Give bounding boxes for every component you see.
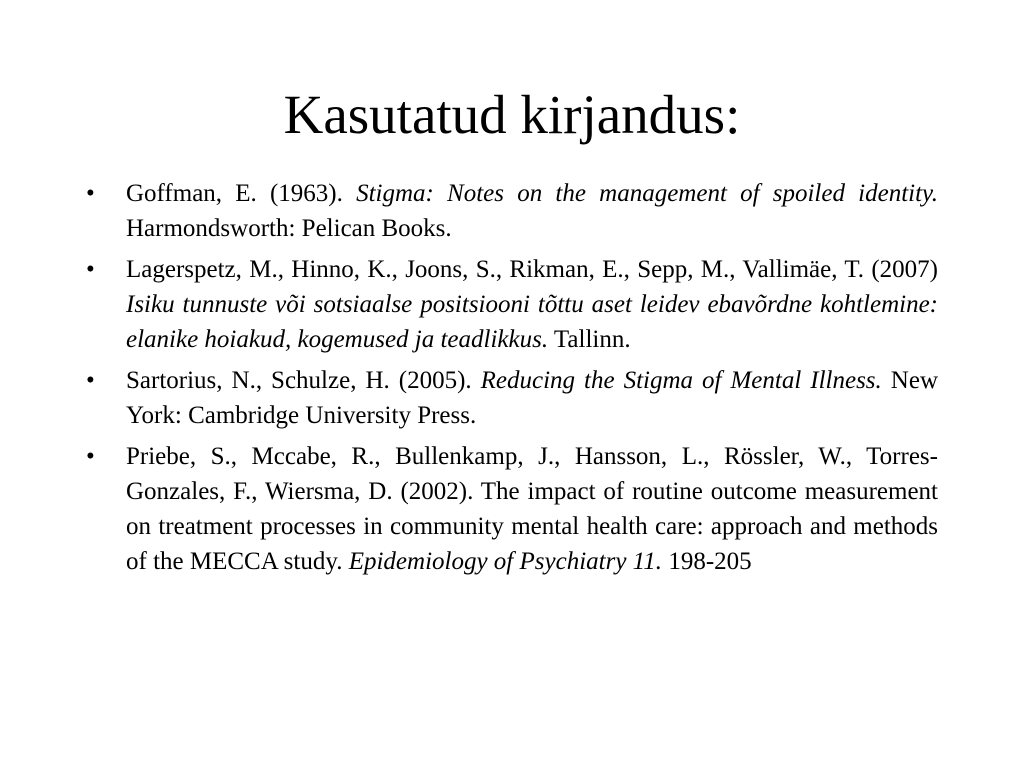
reference-publisher-text: 198-205 bbox=[662, 548, 752, 575]
reference-item bbox=[86, 363, 938, 433]
slide-title: Kasutatud kirjandus: bbox=[283, 84, 741, 145]
bullet-icon: • bbox=[86, 367, 95, 394]
reference-authors-text: Priebe, S., Mccabe, R., Bullenkamp, J., Hansson, L., Rössler, W., Torres-Gonzales, F., Wiersma, D. (2002). The impact of routine outcome measurement on treatment processes in community mental health care: approach and methods of the MECCA study. bbox=[126, 443, 938, 575]
reference-title-italic: Reducing the Stigma of Mental Illness. bbox=[480, 367, 882, 394]
bullet-icon: • bbox=[86, 256, 95, 283]
reference-authors-text: Lagerspetz, M., Hinno, K., Joons, S., Rikman, E., Sepp, M., Vallimäe, T. (2007) bbox=[126, 256, 938, 283]
reference-publisher-text: New York: Cambridge University Press. bbox=[126, 367, 938, 429]
reference-publisher-text: Tallinn. bbox=[548, 326, 631, 353]
reference-authors-text: Sartorius, N., Schulze, H. (2005). bbox=[126, 367, 481, 394]
reference-authors-text: Goffman, E. (1963). bbox=[126, 180, 357, 207]
reference-item bbox=[86, 252, 938, 357]
bullet-icon: • bbox=[86, 443, 95, 470]
bullet-icon: • bbox=[86, 180, 95, 207]
reference-title-italic: Isiku tunnuste või sotsiaalse positsiooni tõttu aset leidev ebavõrdne kohtlemine: elanike hoiakud, kogemused ja teadlikkus. bbox=[126, 291, 938, 353]
reference-item bbox=[86, 176, 938, 246]
reference-list bbox=[86, 176, 938, 585]
reference-item bbox=[86, 439, 938, 579]
reference-title-italic: Stigma: Notes on the management of spoiled identity. bbox=[356, 180, 939, 207]
reference-title-italic: Epidemiology of Psychiatry 11. bbox=[348, 548, 663, 575]
reference-publisher-text: Harmondsworth: Pelican Books. bbox=[126, 215, 452, 242]
